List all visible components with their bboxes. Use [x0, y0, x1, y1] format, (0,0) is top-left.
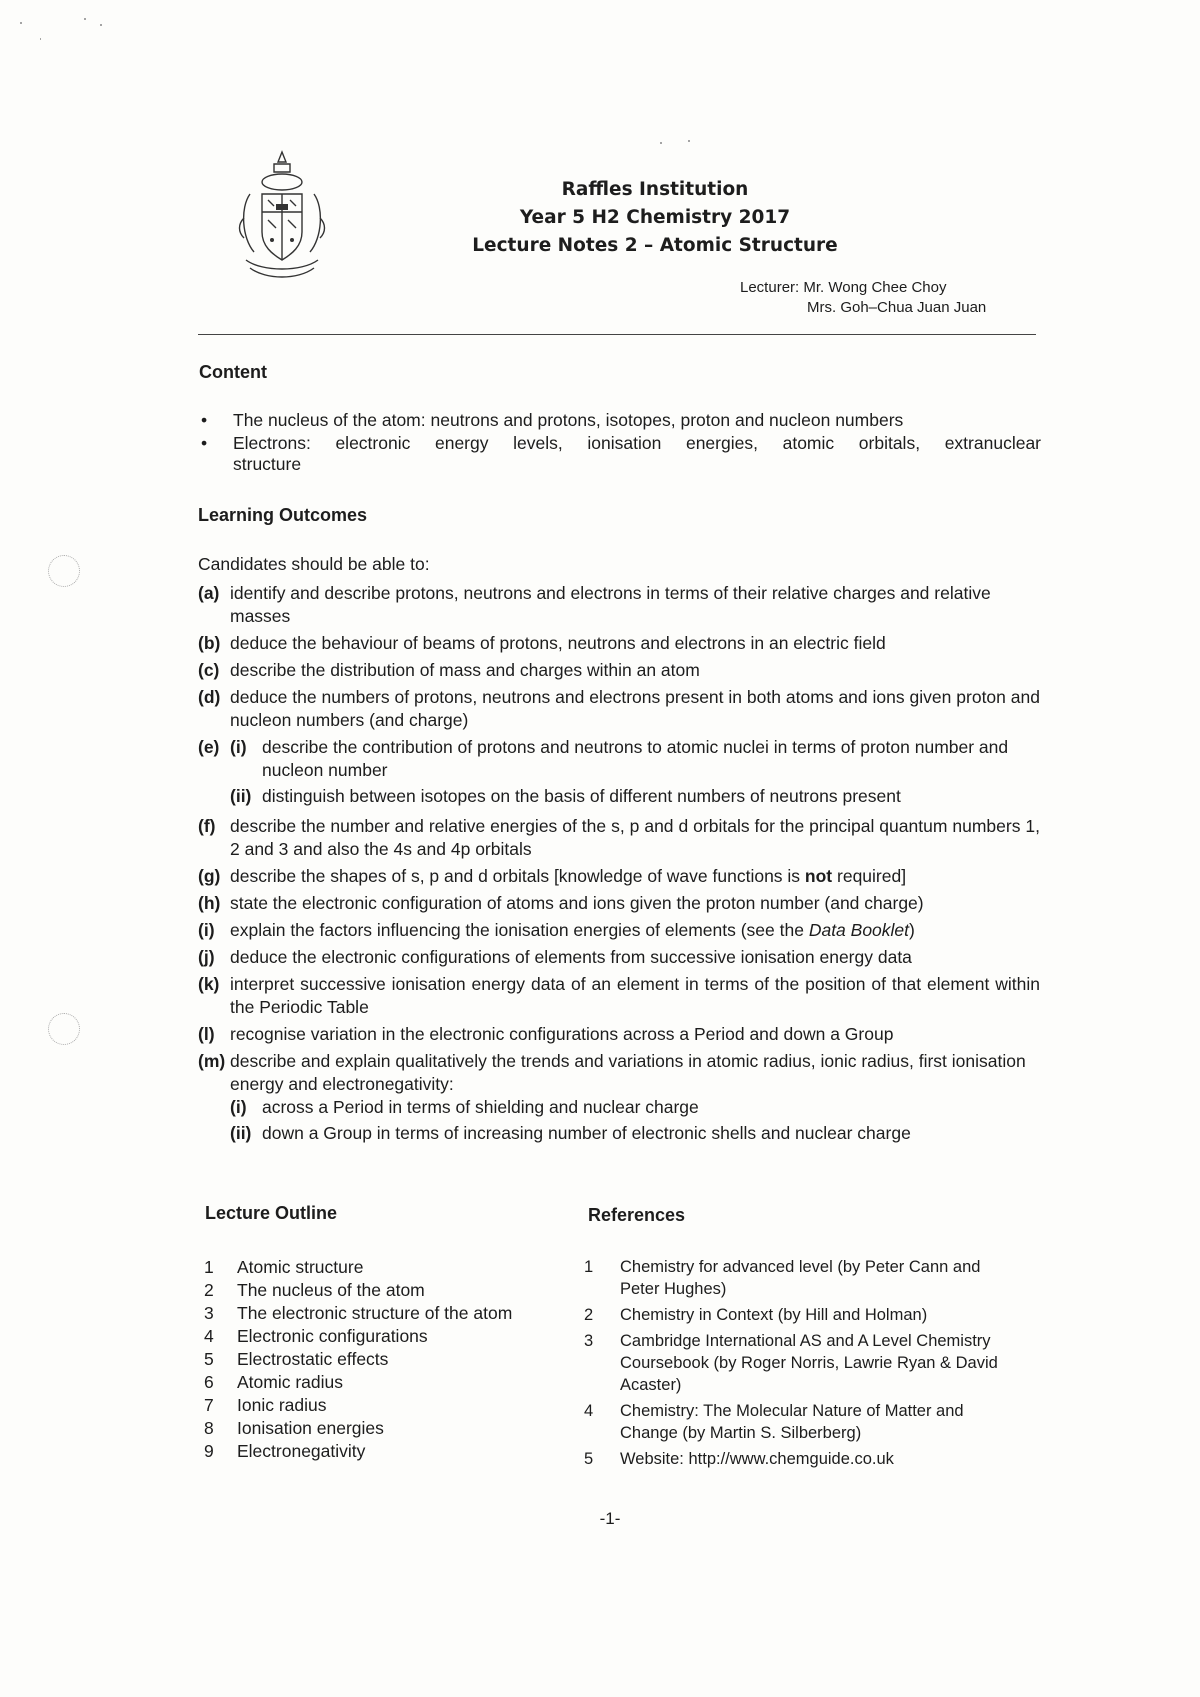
list-item [204, 1440, 584, 1463]
item-label: (h) [198, 893, 221, 913]
list-item [584, 1304, 1024, 1326]
item-label: (f) [198, 816, 216, 836]
item-number: 4 [584, 1402, 594, 1420]
list-item [584, 1330, 1024, 1396]
item-number: 6 [204, 1372, 214, 1392]
item-number: 2 [584, 1306, 594, 1324]
item-text: ) [909, 920, 915, 940]
item-text: Chemistry in Context (by Hill and Holman) [620, 1306, 928, 1324]
sub-item-label: (ii) [230, 786, 252, 806]
references-list [584, 1256, 1024, 1474]
item-number: 2 [204, 1280, 214, 1300]
list-item [198, 686, 1040, 732]
item-text: Website: http://www.chemguide.co.uk [620, 1450, 894, 1468]
list-item [204, 1325, 584, 1348]
item-text: describe the number and relative energies of the s, p and d orbitals for the principal quantum numbers 1, 2 and 3 and also the 4s and 4p orbitals [230, 816, 1040, 859]
school-name: Raffles Institution [561, 179, 749, 200]
item-text: state the electronic configuration of atoms and ions given the proton number (and charge) [230, 893, 924, 913]
item-number: 1 [204, 1257, 214, 1277]
item-label: (b) [198, 633, 221, 653]
item-text: Electrostatic effects [237, 1349, 389, 1369]
item-text: Chemistry for advanced level (by Peter Cann and Peter Hughes) [620, 1258, 981, 1298]
item-text: describe the shapes of s, p and d orbitals [knowledge of wave functions is [230, 866, 805, 886]
item-text: Electronegativity [237, 1441, 366, 1461]
item-number: 7 [204, 1395, 214, 1415]
item-number: 8 [204, 1418, 214, 1438]
lecture-outline-list [204, 1256, 584, 1463]
list-item [198, 946, 1040, 969]
lecture-outline-heading: Lecture Outline [205, 1203, 338, 1223]
item-text: interpret successive ionisation energy data of an element in terms of the position of that element within the Periodic Table [230, 974, 1040, 1017]
item-text-italic: Data Booklet [808, 920, 910, 940]
list-item [584, 1256, 1024, 1300]
item-number: 4 [204, 1326, 214, 1346]
item-label: (l) [198, 1024, 215, 1044]
item-label: (c) [198, 660, 220, 680]
item-text: Atomic radius [237, 1372, 344, 1392]
list-item [198, 919, 1040, 942]
list-item [199, 410, 1041, 431]
item-text: recognise variation in the electronic configurations across a Period and down a Group [230, 1024, 894, 1044]
list-item [198, 892, 1040, 915]
list-item [204, 1394, 584, 1417]
item-text: Atomic structure [237, 1257, 364, 1277]
list-item [204, 1348, 584, 1371]
list-item [204, 1256, 584, 1279]
bullet-text: The nucleus of the atom: neutrons and protons, isotopes, proton and nucleon numbers [233, 410, 904, 430]
item-text: explain the factors influencing the ionisation energies of elements (see the [230, 920, 809, 940]
list-item [584, 1400, 1024, 1444]
item-text: The nucleus of the atom [237, 1280, 425, 1300]
item-label: (d) [198, 687, 221, 707]
learning-outcomes-intro: Candidates should be able to: [198, 554, 430, 574]
sub-item-label: (i) [230, 737, 247, 757]
item-number: 3 [584, 1332, 594, 1350]
document-header [370, 176, 940, 260]
list-item [198, 865, 1040, 888]
page-number: -1- [599, 1509, 621, 1528]
lecturer-block [740, 278, 1030, 318]
bullet-text: • Electrons: electronic energy levels, ionisation energies, atomic orbitals, extranuclear [233, 433, 1041, 453]
item-text: Chemistry: The Molecular Nature of Matter and Change (by Martin S. Silberberg) [620, 1402, 964, 1442]
list-item [198, 659, 1040, 682]
sub-item-text: describe the contribution of protons and neutrons to atomic nuclei in terms of proton number and nucleon number [262, 737, 1009, 780]
item-text: describe the distribution of mass and charges within an atom [230, 660, 700, 680]
list-item [198, 582, 1040, 628]
item-label: (j) [198, 947, 215, 967]
list-item [198, 973, 1040, 1019]
item-text: Ionisation energies [237, 1418, 384, 1438]
item-number: 9 [204, 1441, 214, 1461]
item-text: Cambridge International AS and A Level Chemistry Coursebook (by Roger Norris, Lawrie Ryan & David Acaster) [620, 1332, 998, 1394]
lecturer-line-1: Lecturer: Mr. Wong Chee Choy [740, 279, 947, 296]
item-label: (a) [198, 583, 220, 603]
item-text: Electronic configurations [237, 1326, 428, 1346]
item-text: required] [832, 866, 907, 886]
list-item [584, 1448, 1024, 1470]
item-label: (i) [198, 920, 215, 940]
item-text-emphasis: not [804, 866, 833, 886]
sub-item-text: across a Period in terms of shielding and nuclear charge [262, 1097, 699, 1117]
item-label: (k) [198, 974, 220, 994]
list-item [198, 1023, 1040, 1046]
sub-item-text: down a Group in terms of increasing number of electronic shells and nuclear charge [262, 1123, 911, 1143]
list-item [204, 1371, 584, 1394]
learning-outcomes-heading: Learning Outcomes [198, 505, 368, 525]
list-item [198, 632, 1040, 655]
item-label: (e) [198, 737, 220, 757]
item-number: 5 [204, 1349, 214, 1369]
list-item [198, 736, 1040, 811]
header-divider [198, 334, 1036, 335]
item-text: describe and explain qualitatively the trends and variations in atomic radius, ionic radius, first ionisation energy and electronegativity: [230, 1051, 1026, 1094]
content-list [199, 410, 1041, 477]
bullet-text-continued: structure [233, 454, 302, 474]
references-heading: References [588, 1205, 686, 1225]
document-title: Lecture Notes 2 – Atomic Structure [472, 235, 838, 256]
item-number: 5 [584, 1450, 594, 1468]
school-crest-icon [232, 148, 332, 296]
item-text: deduce the numbers of protons, neutrons and electrons present in both atoms and ions given proton and nucleon numbers (and charge) [230, 687, 1040, 730]
learning-outcomes-list [198, 553, 1040, 1152]
item-label: (m) [198, 1051, 226, 1071]
list-item [199, 433, 1041, 475]
item-number: 1 [584, 1258, 594, 1276]
item-text: deduce the behaviour of beams of protons, neutrons and electrons in an electric field [230, 633, 886, 653]
sub-item-label: (ii) [230, 1123, 252, 1143]
item-text: identify and describe protons, neutrons and electrons in terms of their relative charges and relative masses [230, 583, 991, 626]
sub-item-text: distinguish between isotopes on the basis of different numbers of neutrons present [262, 786, 901, 806]
item-text: Ionic radius [237, 1395, 327, 1415]
sub-item-label: (i) [230, 1097, 247, 1117]
item-text: deduce the electronic configurations of elements from successive ionisation energy data [230, 947, 912, 967]
list-item [198, 815, 1040, 861]
content-heading: Content [199, 362, 267, 382]
list-item [204, 1417, 584, 1440]
list-item [198, 1050, 1040, 1148]
item-text: The electronic structure of the atom [237, 1303, 513, 1323]
list-item [204, 1279, 584, 1302]
item-number: 3 [204, 1303, 214, 1323]
list-item [204, 1302, 584, 1325]
lecturer-line-2: Mrs. Goh–Chua Juan Juan [807, 299, 987, 316]
item-label: (g) [198, 866, 221, 886]
course-name: Year 5 H2 Chemistry 2017 [519, 207, 791, 228]
